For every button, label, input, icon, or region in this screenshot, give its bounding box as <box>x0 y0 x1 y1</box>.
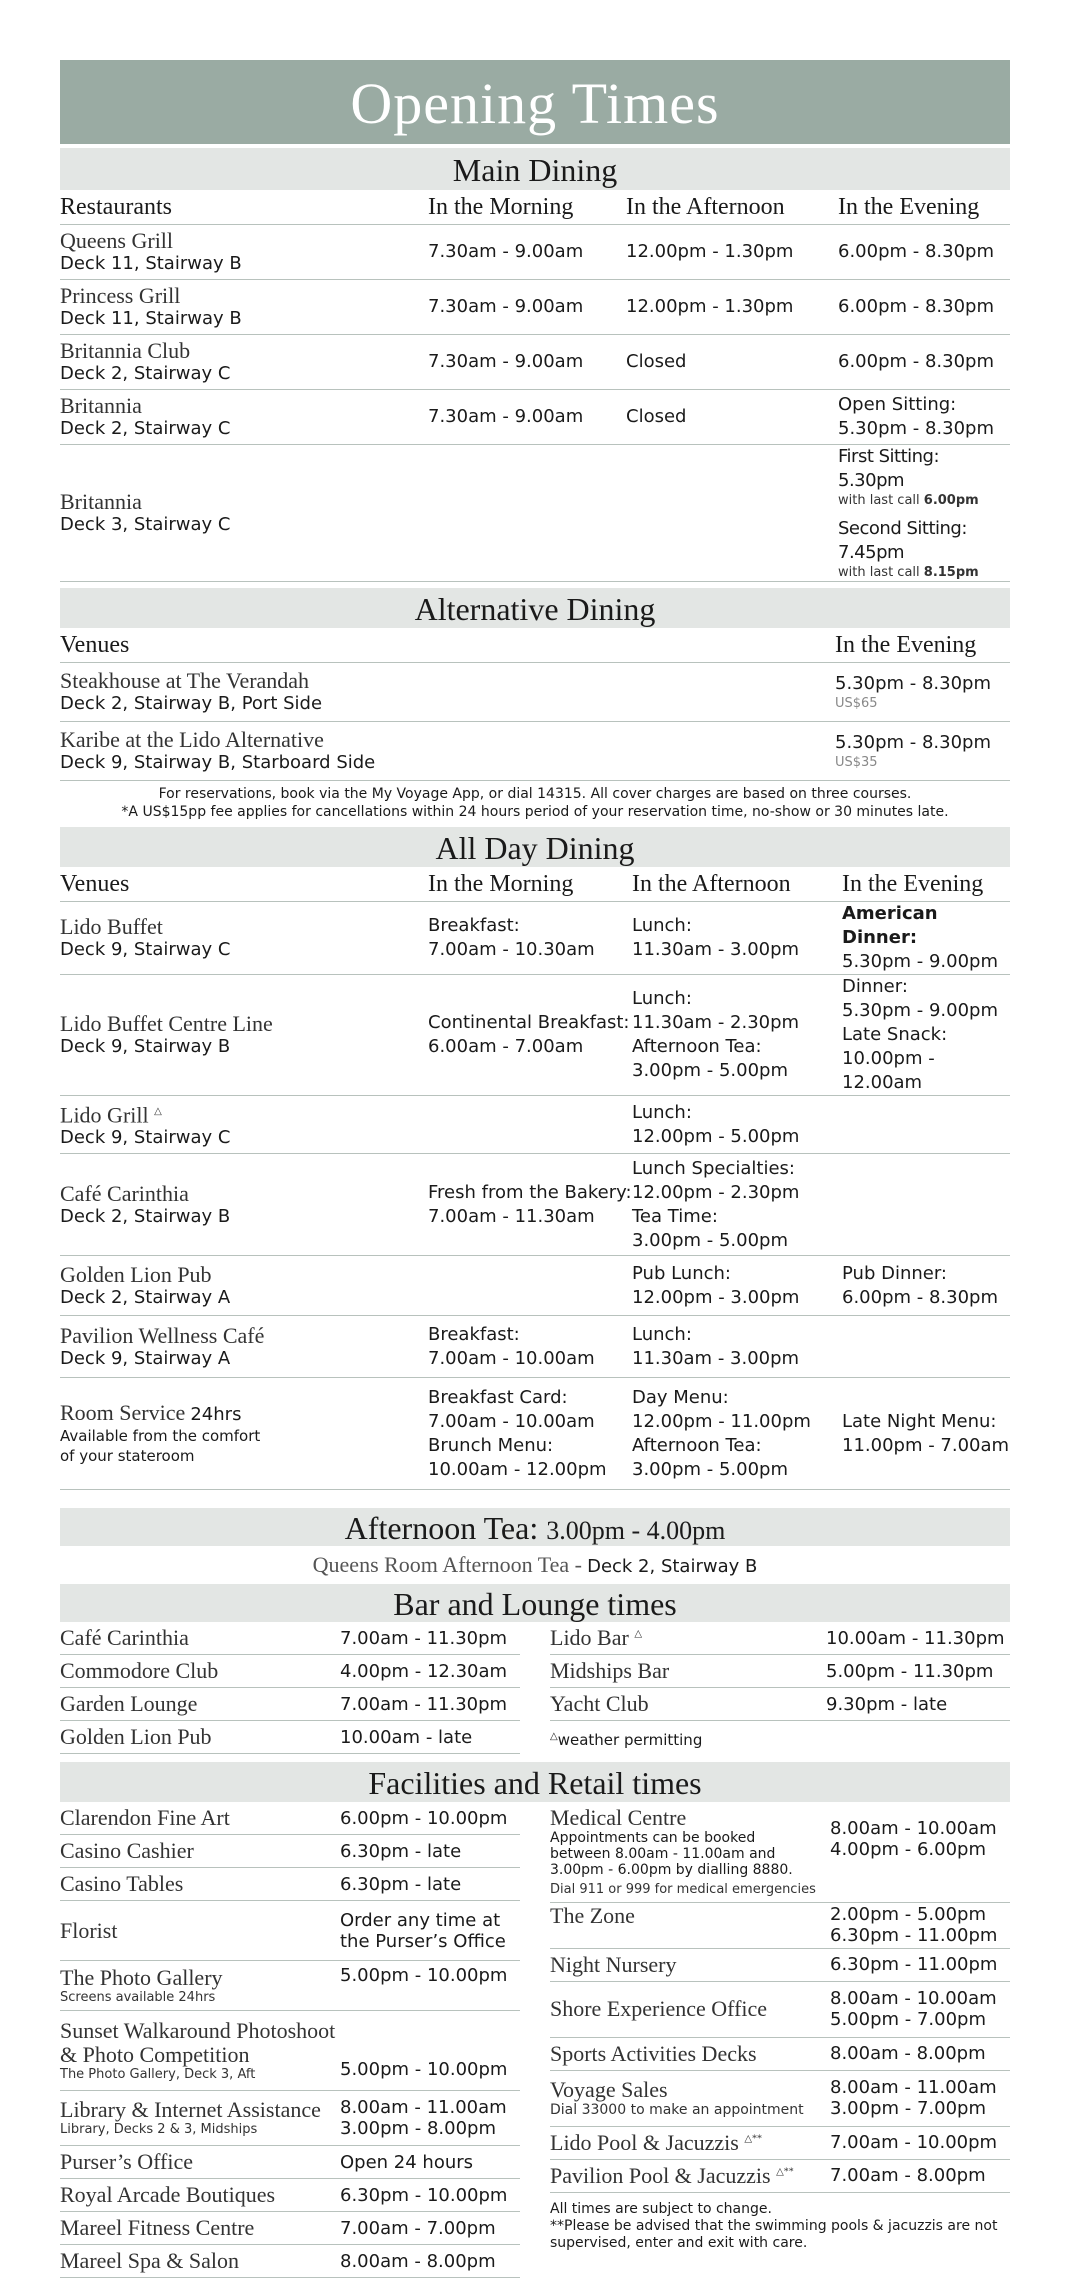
evening-time: 11.00pm - 7.00am <box>842 1434 1010 1456</box>
facility-name: Mareel Fitness Centre <box>60 2212 340 2245</box>
list-item <box>550 1948 1010 1981</box>
morning-time: 10.00am - 12.00pm <box>428 1458 607 1480</box>
second-sitting-label: Second Sitting: <box>838 518 967 539</box>
facility-time: 6.30pm - 11.00pm <box>830 1948 1010 1981</box>
facility-note: The Photo Gallery, Deck 3, Aft <box>60 2066 256 2082</box>
evening-time: 6.00pm - 8.30pm <box>838 335 1010 390</box>
list-item <box>550 1688 1010 1721</box>
facility-time: 8.00am - 10.00am <box>830 1988 997 2009</box>
venue-name: Golden Lion Pub <box>60 1261 212 1287</box>
afternoon-label: Lunch: <box>632 1101 692 1123</box>
venue-location: Deck 9, Stairway B, Starboard Side <box>60 752 376 773</box>
facility-name: Pavilion Pool & Jacuzzis <box>550 2162 771 2188</box>
facility-note: Dial 911 or 999 for medical emergencies <box>550 1881 816 1897</box>
evening-label: American Dinner: <box>842 903 938 948</box>
afternoon-label: Tea Time: <box>632 1205 718 1227</box>
weather-triangle-icon: △ <box>154 1105 162 1117</box>
facility-name: & Photo Competition <box>60 2041 250 2067</box>
evening-label: Pub Dinner: <box>842 1262 947 1284</box>
list-item <box>550 1622 1010 1655</box>
facility-time: Order any time at <box>340 1909 501 1931</box>
main-dining-heading: Main Dining <box>60 148 1010 190</box>
facility-time: 2.00pm - 5.00pm <box>830 1904 987 1925</box>
col-header: In the Afternoon <box>632 867 842 902</box>
venue-location: Deck 9, Stairway A <box>60 1347 231 1369</box>
bar-time: 9.30pm - late <box>826 1688 1010 1721</box>
facility-name: Clarendon Fine Art <box>60 1802 340 1835</box>
facility-note: 3.00pm - 6.00pm by dialling 8880. <box>550 1861 793 1878</box>
venue-name: Queens Grill <box>60 228 174 253</box>
facility-name: Sports Activities Decks <box>550 2037 830 2070</box>
afternoon-time: 12.00pm - 1.30pm <box>626 280 838 335</box>
facility-time: 6.00pm - 10.00pm <box>340 1802 520 1835</box>
afternoon-time: 12.00pm - 5.00pm <box>632 1125 800 1147</box>
venue-location: Deck 9, Stairway B <box>60 1036 231 1057</box>
evening-label: Late Night Menu: <box>842 1410 997 1432</box>
facility-name: Medical Centre <box>550 1804 687 1830</box>
weather-triangle-icon: △** <box>744 2133 763 2145</box>
tea-venue-line <box>60 1546 1010 1584</box>
afternoon-time: 3.00pm - 5.00pm <box>632 1229 789 1251</box>
list-item <box>550 1655 1010 1688</box>
venue-name: Britannia <box>60 393 142 418</box>
evening-time: 10.00pm - 12.00am <box>842 1048 935 1093</box>
venue-location: of your stateroom <box>60 1447 195 1465</box>
afternoon-label: Lunch Specialties: <box>632 1157 795 1179</box>
cover-charge: US$65 <box>835 696 878 711</box>
footnote: **Please be advised that the swimming pools & jacuzzis are not <box>550 2217 998 2234</box>
facility-name: Shore Experience Office <box>550 1981 830 2037</box>
alternative-dining-heading: Alternative Dining <box>60 588 1010 628</box>
list-item <box>60 2245 520 2278</box>
bar-time: 10.00am - late <box>340 1721 520 1754</box>
first-sitting-time: 5.30pm <box>838 470 905 491</box>
venue-location: Deck 2, Stairway A <box>60 1286 231 1308</box>
venue-location: Deck 11, Stairway B <box>60 308 242 329</box>
facility-time: 8.00am - 8.00pm <box>830 2037 1010 2070</box>
list-item <box>550 1981 1010 2037</box>
col-header: In the Afternoon <box>626 190 838 225</box>
tea-label: Afternoon Tea: <box>344 1510 539 1546</box>
morning-time: 6.00am - 7.00am <box>428 1036 584 1057</box>
facility-time: the Purser’s Office <box>340 1930 506 1952</box>
venue-name: Steakhouse at The Verandah <box>60 668 310 693</box>
facility-time: 7.00am - 10.00pm <box>830 2126 1010 2159</box>
footnote: supervised, enter and exit with care. <box>550 2234 808 2251</box>
facility-name: Casino Cashier <box>60 1835 340 1868</box>
afternoon-time: 12.00pm - 11.00pm <box>632 1410 811 1432</box>
venue-name: Britannia <box>60 489 142 514</box>
col-header: Venues <box>60 867 428 902</box>
afternoon-time: 12.00pm - 1.30pm <box>626 225 838 280</box>
morning-label: Fresh from the Bakery: <box>428 1181 632 1203</box>
morning-time: 7.30am - 9.00am <box>428 335 626 390</box>
afternoon-time: 12.00pm - 3.00pm <box>632 1286 800 1308</box>
col-header: In the Morning <box>428 867 632 902</box>
cancellation-note: *A US$15pp fee applies for cancellations within 24 hours period of your reservation time, no-show or 30 minutes late. <box>121 804 949 820</box>
morning-time: 7.30am - 9.00am <box>428 225 626 280</box>
list-item <box>60 1835 520 1868</box>
facility-name: Voyage Sales <box>550 2077 668 2102</box>
col-header: Venues <box>60 628 835 663</box>
table-row <box>60 445 1010 582</box>
venue-name: Princess Grill <box>60 283 181 308</box>
service-hours: 24hrs <box>190 1404 242 1425</box>
list-item <box>60 2091 520 2146</box>
afternoon-label: Lunch: <box>632 988 692 1009</box>
facility-name: Library & Internet Assistance <box>60 2097 321 2122</box>
facility-name: Night Nursery <box>550 1948 830 1981</box>
evening-label: Open Sitting: <box>838 394 957 415</box>
bar-name: Commodore Club <box>60 1655 340 1688</box>
facility-time: 8.00am - 10.00am <box>830 1818 997 1839</box>
list-item <box>60 2179 520 2212</box>
list-item <box>60 1961 520 2011</box>
afternoon-time: 11.30am - 2.30pm <box>632 1012 800 1033</box>
bar-name: Lido Bar <box>550 1625 629 1650</box>
table-row <box>60 663 1010 722</box>
afternoon-label: Lunch: <box>632 1323 692 1345</box>
venue-name: Pavilion Wellness Café <box>60 1322 265 1348</box>
table-row <box>60 902 1010 975</box>
col-header: In the Evening <box>835 628 1010 663</box>
facility-time: 7.00am - 7.00pm <box>340 2212 520 2245</box>
afternoon-time: Closed <box>626 335 838 390</box>
evening-label: Late Snack: <box>842 1024 948 1045</box>
list-item <box>60 2146 520 2179</box>
list-item <box>60 2011 520 2091</box>
weather-triangle-icon: △** <box>776 2166 794 2178</box>
cover-charge: US$35 <box>835 755 878 770</box>
venue-location: Deck 2, Stairway C <box>60 418 231 439</box>
col-header: In the Evening <box>842 867 1010 902</box>
evening-time: 5.30pm - 8.30pm <box>838 418 995 439</box>
venue-name: Lido Grill <box>60 1102 149 1128</box>
evening-time: 6.00pm - 8.30pm <box>838 225 1010 280</box>
facility-name: Mareel Spa & Salon <box>60 2245 340 2278</box>
evening-label: Dinner: <box>842 976 908 997</box>
facility-time: 5.00pm - 7.00pm <box>830 2009 987 2030</box>
venue-location: Deck 3, Stairway C <box>60 514 231 535</box>
afternoon-label: Day Menu: <box>632 1386 729 1408</box>
venue-name: Lido Buffet Centre Line <box>60 1011 273 1036</box>
weather-triangle-icon: △ <box>550 1731 558 1742</box>
table-row <box>60 225 1010 280</box>
weather-triangle-icon: △ <box>634 1628 643 1640</box>
facility-note: between 8.00am - 11.00am and <box>550 1845 776 1862</box>
bar-name: Yacht Club <box>550 1688 826 1721</box>
afternoon-time: Closed <box>626 390 838 445</box>
evening-time: 5.30pm - 9.00pm <box>842 951 999 972</box>
venue-name: Café Carinthia <box>60 1180 189 1206</box>
tea-location: Deck 2, Stairway B <box>587 1556 758 1577</box>
venue-location: Deck 11, Stairway B <box>60 253 242 274</box>
bar-time: 7.00am - 11.30pm <box>340 1622 520 1655</box>
morning-time: 7.30am - 9.00am <box>428 280 626 335</box>
facility-time: 5.00pm - 10.00pm <box>340 2011 520 2091</box>
afternoon-label: Afternoon Tea: <box>632 1036 762 1057</box>
bar-lounge-heading: Bar and Lounge times <box>60 1584 1010 1622</box>
facility-name: Purser’s Office <box>60 2146 340 2179</box>
list-item <box>550 2070 1010 2126</box>
facility-time: 8.00am - 8.00pm <box>340 2245 520 2278</box>
facility-time: 7.00am - 8.00pm <box>830 2159 1010 2192</box>
table-row <box>60 722 1010 781</box>
afternoon-label: Afternoon Tea: <box>632 1434 762 1456</box>
evening-time: 5.30pm - 8.30pm <box>835 732 992 753</box>
facility-time: 4.00pm - 6.00pm <box>830 1839 987 1860</box>
list-item <box>60 1802 520 1835</box>
morning-label: Continental Breakfast: <box>428 1012 630 1033</box>
facilities-right <box>550 1802 1010 2278</box>
morning-time: 7.00am - 10.00am <box>428 1347 595 1369</box>
venue-location: Deck 2, Stairway C <box>60 363 231 384</box>
afternoon-label: Pub Lunch: <box>632 1262 731 1284</box>
morning-label: Breakfast: <box>428 915 520 936</box>
col-header: In the Evening <box>838 190 1010 225</box>
opening-times-sheet <box>60 60 1010 2278</box>
list-item <box>550 2126 1010 2159</box>
list-item <box>550 2037 1010 2070</box>
afternoon-time: 3.00pm - 5.00pm <box>632 1458 789 1480</box>
afternoon-tea-heading <box>60 1508 1010 1546</box>
morning-time: 7.30am - 9.00am <box>428 390 626 445</box>
list-item <box>60 1688 520 1721</box>
last-call-time: 8.15pm <box>923 565 979 580</box>
facilities-left <box>60 1802 520 2278</box>
list-item <box>60 1655 520 1688</box>
bar-list-right <box>550 1622 1010 1721</box>
page-title: Opening Times <box>60 60 1010 144</box>
facility-time: 5.00pm - 10.00pm <box>340 1961 520 2011</box>
bar-time: 7.00am - 11.30pm <box>340 1688 520 1721</box>
afternoon-time: 11.30am - 3.00pm <box>632 1347 800 1369</box>
afternoon-label: Lunch: <box>632 915 692 936</box>
col-header: In the Morning <box>428 190 626 225</box>
venue-location: Deck 9, Stairway C <box>60 1127 231 1149</box>
venue-name: Lido Buffet <box>60 914 163 939</box>
first-sitting-label: First Sitting: <box>838 446 940 467</box>
list-item <box>550 2159 1010 2192</box>
morning-label: Breakfast: <box>428 1323 520 1345</box>
footnote: All times are subject to change. <box>550 2200 772 2217</box>
table-row <box>60 1316 1010 1378</box>
venue-location: Available from the comfort <box>60 1427 261 1445</box>
facility-note: Appointments can be booked <box>550 1829 756 1846</box>
all-day-dining-table <box>60 867 1010 1490</box>
table-row <box>60 975 1010 1096</box>
afternoon-time: 3.00pm - 5.00pm <box>632 1060 789 1081</box>
evening-time: 5.30pm - 9.00pm <box>842 1000 999 1021</box>
facility-name: Florist <box>60 1901 340 1961</box>
last-call-label: with last call <box>838 565 920 580</box>
col-header: Restaurants <box>60 190 428 225</box>
facility-time: 3.00pm - 8.00pm <box>340 2118 497 2139</box>
evening-time: 6.00pm - 8.30pm <box>838 280 1010 335</box>
bar-name: Midships Bar <box>550 1655 826 1688</box>
bar-name: Garden Lounge <box>60 1688 340 1721</box>
venue-location: Deck 2, Stairway B <box>60 1205 231 1227</box>
facility-time: 6.30pm - 11.00pm <box>830 1925 998 1946</box>
facility-time: 6.30pm - 10.00pm <box>340 2179 520 2212</box>
last-call-time: 6.00pm <box>923 493 979 508</box>
tea-time: 3.00pm - 4.00pm <box>546 1516 726 1545</box>
evening-time: 5.30pm - 8.30pm <box>835 673 992 694</box>
list-item <box>60 1622 520 1655</box>
venue-location: Deck 9, Stairway C <box>60 939 231 960</box>
tea-venue: Queens Room Afternoon Tea - <box>312 1552 582 1577</box>
facility-name: Lido Pool & Jacuzzis <box>550 2129 739 2155</box>
venue-location: Deck 2, Stairway B, Port Side <box>60 693 323 714</box>
list-item <box>60 1868 520 1901</box>
bar-list-left <box>60 1622 520 1754</box>
facility-time: 8.00am - 11.00am <box>340 2097 507 2118</box>
table-row <box>60 1096 1010 1154</box>
venue-name: Room Service <box>60 1400 186 1425</box>
facility-time: 8.00am - 11.00am <box>830 2077 997 2098</box>
table-row <box>60 280 1010 335</box>
facility-name: The Zone <box>550 1902 830 1948</box>
evening-time: 6.00pm - 8.30pm <box>842 1286 999 1308</box>
afternoon-time: 11.30am - 3.00pm <box>632 939 800 960</box>
list-item <box>550 1902 1010 1948</box>
bar-time: 5.00pm - 11.30pm <box>826 1655 1010 1688</box>
last-call-label: with last call <box>838 493 920 508</box>
venue-name: Britannia Club <box>60 338 191 363</box>
morning-label: Breakfast Card: <box>428 1386 568 1408</box>
facility-time: Open 24 hours <box>340 2146 520 2179</box>
facilities-heading: Facilities and Retail times <box>60 1762 1010 1802</box>
table-row <box>60 335 1010 390</box>
main-dining-table <box>60 190 1010 582</box>
afternoon-time: 12.00pm - 2.30pm <box>632 1181 800 1203</box>
table-row <box>60 1256 1010 1316</box>
bar-name: Café Carinthia <box>60 1622 340 1655</box>
bar-time: 4.00pm - 12.30am <box>340 1655 520 1688</box>
venue-name: Karibe at the Lido Alternative <box>60 727 324 752</box>
table-row <box>60 1154 1010 1256</box>
bar-time: 10.00am - 11.30pm <box>826 1622 1010 1655</box>
table-row <box>60 390 1010 445</box>
facility-time: 6.30pm - late <box>340 1835 520 1868</box>
facility-time: 6.30pm - late <box>340 1868 520 1901</box>
facility-name: Royal Arcade Boutiques <box>60 2179 340 2212</box>
facility-name: Casino Tables <box>60 1868 340 1901</box>
footnotes <box>550 2201 1010 2252</box>
facilities-section <box>60 1802 1010 2278</box>
facility-name: The Photo Gallery <box>60 1964 223 1990</box>
bar-lounge-section <box>60 1622 1010 1754</box>
list-item <box>60 1901 520 1961</box>
all-day-dining-heading: All Day Dining <box>60 827 1010 867</box>
facility-time: 3.00pm - 7.00pm <box>830 2098 987 2119</box>
morning-time: 7.00am - 11.30am <box>428 1205 595 1227</box>
morning-time: 7.00am - 10.30am <box>428 939 595 960</box>
list-item <box>60 2212 520 2245</box>
list-item <box>60 1721 520 1754</box>
alternative-dining-table <box>60 628 1010 781</box>
reservation-note: For reservations, book via the My Voyage App, or dial 14315. All cover charges are based on three courses. <box>158 786 912 802</box>
facility-note: Library, Decks 2 & 3, Midships <box>60 2122 258 2137</box>
facility-note: Dial 33000 to make an appointment <box>550 2102 804 2118</box>
morning-time: 7.00am - 10.00am <box>428 1410 595 1432</box>
bar-name: Golden Lion Pub <box>60 1721 340 1754</box>
list-item <box>550 1802 1010 1902</box>
weather-note-text: weather permitting <box>557 1731 703 1749</box>
facility-note: Screens available 24hrs <box>60 1989 216 2005</box>
weather-note <box>550 1721 1010 1753</box>
second-sitting-time: 7.45pm <box>838 542 905 563</box>
facility-name: Sunset Walkaround Photoshoot <box>60 2017 336 2043</box>
table-row <box>60 1378 1010 1490</box>
morning-label: Brunch Menu: <box>428 1434 554 1456</box>
